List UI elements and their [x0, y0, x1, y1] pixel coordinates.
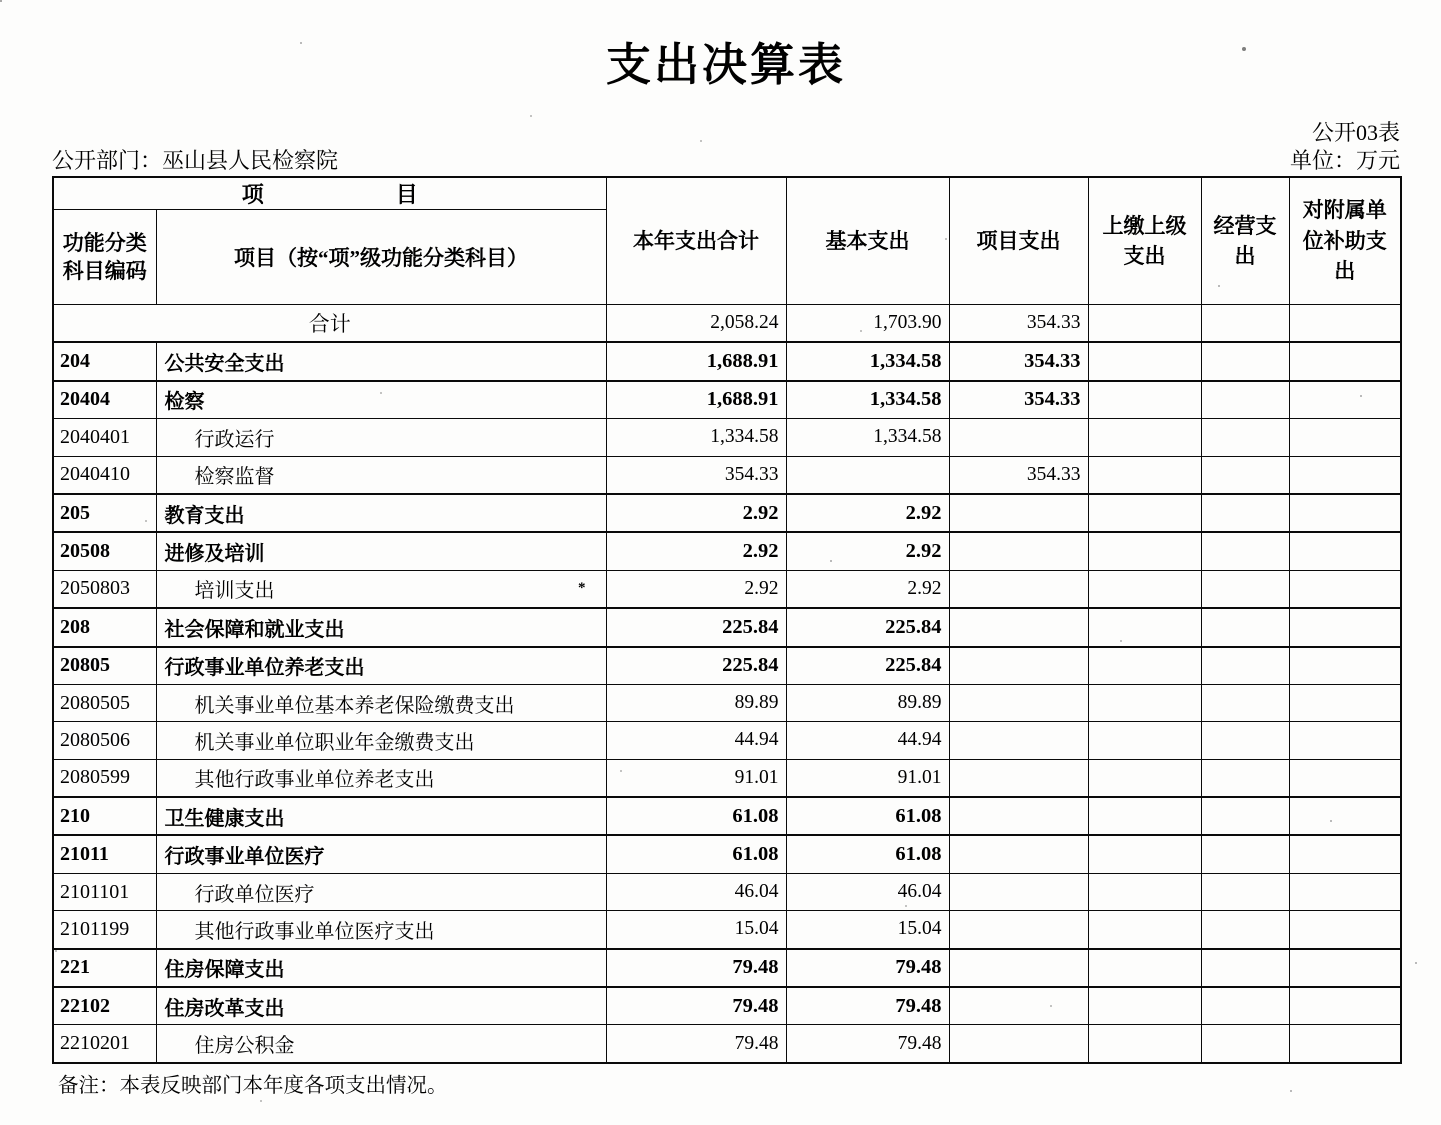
- subsidy-expenditure-cell: [1289, 342, 1401, 380]
- operating-expenditure-cell: [1201, 835, 1289, 873]
- basic-expenditure-cell: 1,334.58: [786, 419, 949, 456]
- upturned-expenditure-cell: [1088, 759, 1201, 797]
- project-expenditure-cell: [949, 835, 1088, 873]
- annual-total-cell: 46.04: [606, 873, 786, 910]
- annual-total-cell: 79.48: [606, 987, 786, 1025]
- upturned-expenditure-cell: [1088, 987, 1201, 1025]
- item-name: 其他行政事业单位医疗支出: [194, 920, 435, 943]
- basic-expenditure-cell: 1,334.58: [786, 381, 949, 419]
- department-label: 公开部门：巫山县人民检察院: [52, 148, 339, 173]
- code-cell: 2080599: [53, 759, 156, 797]
- annual-total-cell: 61.08: [606, 797, 786, 835]
- name-cell: [156, 342, 606, 380]
- item-name: 检察: [164, 391, 205, 414]
- subsidy-expenditure-cell: [1289, 419, 1401, 456]
- operating-expenditure-cell: [1201, 759, 1289, 797]
- annual-total-cell: 225.84: [606, 608, 786, 646]
- unit-label: 单位：万元: [1289, 148, 1400, 173]
- upturned-expenditure-cell: [1088, 570, 1201, 608]
- basic-expenditure-cell: [786, 456, 949, 494]
- project-expenditure-cell: [949, 911, 1088, 949]
- project-expenditure-cell: [949, 570, 1088, 608]
- item-name: 卫生健康支出: [164, 807, 285, 830]
- subsidy-expenditure-cell: [1289, 647, 1401, 685]
- annual-total-cell: 15.04: [606, 911, 786, 949]
- annual-total-cell: 91.01: [606, 759, 786, 797]
- code-cell: 2050803: [53, 570, 156, 608]
- basic-expenditure-cell: 91.01: [786, 759, 949, 797]
- item-name: 检察监督: [194, 466, 275, 489]
- item-name: 住房改革支出: [164, 997, 285, 1020]
- project-expenditure-cell: [949, 608, 1088, 646]
- header-project-expenditure: 项目支出: [949, 177, 1088, 305]
- project-expenditure-cell: 354.33: [949, 342, 1088, 380]
- item-name: 行政事业单位养老支出: [164, 657, 365, 680]
- subsidy-expenditure-cell: [1289, 1025, 1401, 1063]
- project-expenditure-cell: 354.33: [949, 305, 1088, 343]
- item-name: 机关事业单位基本养老保险缴费支出: [194, 694, 515, 717]
- code-cell: 2101199: [53, 911, 156, 949]
- subsidy-expenditure-cell: [1289, 381, 1401, 419]
- annual-total-cell: 2.92: [606, 532, 786, 570]
- operating-expenditure-cell: [1201, 456, 1289, 494]
- item-name: 合计: [308, 312, 351, 337]
- page-title: 支出决算表: [605, 40, 846, 90]
- operating-expenditure-cell: [1201, 532, 1289, 570]
- item-name: 住房保障支出: [164, 959, 285, 982]
- item-name: 培训支出: [194, 580, 275, 603]
- upturned-expenditure-cell: [1088, 305, 1201, 343]
- header-project-group: 项 目: [53, 177, 606, 210]
- upturned-expenditure-cell: [1088, 873, 1201, 910]
- subsidy-expenditure-cell: [1289, 722, 1401, 759]
- operating-expenditure-cell: [1201, 722, 1289, 759]
- annual-total-cell: 354.33: [606, 456, 786, 494]
- project-expenditure-cell: 354.33: [949, 381, 1088, 419]
- stray-asterisk-mark: *: [578, 580, 586, 597]
- name-cell: [156, 873, 606, 910]
- name-cell: [156, 570, 606, 608]
- name-cell: [156, 608, 606, 646]
- basic-expenditure-cell: 79.48: [786, 1025, 949, 1063]
- operating-expenditure-cell: [1201, 797, 1289, 835]
- project-expenditure-cell: [949, 722, 1088, 759]
- project-expenditure-cell: [949, 684, 1088, 721]
- name-cell: [156, 684, 606, 721]
- project-expenditure-cell: [949, 759, 1088, 797]
- table-row: [53, 835, 1401, 873]
- upturned-expenditure-cell: [1088, 419, 1201, 456]
- annual-total-cell: 2.92: [606, 494, 786, 532]
- subsidy-expenditure-cell: [1289, 684, 1401, 721]
- item-name: 行政事业单位医疗: [164, 846, 325, 869]
- subsidy-expenditure-cell: [1289, 570, 1401, 608]
- upturned-expenditure-cell: [1088, 342, 1201, 380]
- annual-total-cell: 1,334.58: [606, 419, 786, 456]
- operating-expenditure-cell: [1201, 949, 1289, 987]
- item-name: 住房公积金: [194, 1035, 295, 1058]
- code-cell: 2210201: [53, 1025, 156, 1063]
- subsidy-expenditure-cell: [1289, 608, 1401, 646]
- operating-expenditure-cell: [1201, 608, 1289, 646]
- item-name: 机关事业单位职业年金缴费支出: [194, 731, 475, 754]
- code-cell: 2101101: [53, 873, 156, 910]
- project-expenditure-cell: [949, 949, 1088, 987]
- operating-expenditure-cell: [1201, 419, 1289, 456]
- operating-expenditure-cell: [1201, 987, 1289, 1025]
- item-name: 进修及培训: [164, 543, 265, 566]
- basic-expenditure-cell: 2.92: [786, 532, 949, 570]
- upturned-expenditure-cell: [1088, 911, 1201, 949]
- subsidy-expenditure-cell: [1289, 532, 1401, 570]
- code-cell: 20508: [53, 532, 156, 570]
- subsidy-expenditure-cell: [1289, 835, 1401, 873]
- operating-expenditure-cell: [1201, 1025, 1289, 1063]
- name-cell: [156, 722, 606, 759]
- name-cell: [156, 494, 606, 532]
- name-cell: [156, 419, 606, 456]
- upturned-expenditure-cell: [1088, 1025, 1201, 1063]
- annual-total-cell: 79.48: [606, 949, 786, 987]
- annual-total-cell: 225.84: [606, 647, 786, 685]
- name-cell: [156, 759, 606, 797]
- subsidy-expenditure-cell: [1289, 911, 1401, 949]
- annual-total-cell: 2.92: [606, 570, 786, 608]
- table-row: [53, 949, 1401, 987]
- upturned-expenditure-cell: [1088, 647, 1201, 685]
- annual-total-cell: 79.48: [606, 1025, 786, 1063]
- code-cell: 205: [53, 494, 156, 532]
- table-row: [53, 647, 1401, 685]
- subsidy-expenditure-cell: [1289, 873, 1401, 910]
- name-cell: [156, 911, 606, 949]
- upturned-expenditure-cell: [1088, 797, 1201, 835]
- table-row: [53, 342, 1401, 380]
- project-expenditure-cell: [949, 987, 1088, 1025]
- upturned-expenditure-cell: [1088, 722, 1201, 759]
- operating-expenditure-cell: [1201, 342, 1289, 380]
- name-cell: [156, 647, 606, 685]
- project-expenditure-cell: [949, 647, 1088, 685]
- table-row: [53, 381, 1401, 419]
- table-row: [53, 987, 1401, 1025]
- upturned-expenditure-cell: [1088, 456, 1201, 494]
- name-cell: [156, 381, 606, 419]
- basic-expenditure-cell: 1,334.58: [786, 342, 949, 380]
- upturned-expenditure-cell: [1088, 608, 1201, 646]
- basic-expenditure-cell: 225.84: [786, 647, 949, 685]
- upturned-expenditure-cell: [1088, 949, 1201, 987]
- code-cell: 22102: [53, 987, 156, 1025]
- name-cell: [156, 949, 606, 987]
- upturned-expenditure-cell: [1088, 532, 1201, 570]
- basic-expenditure-cell: 79.48: [786, 987, 949, 1025]
- expenditure-table: [52, 176, 1402, 1064]
- sheet-number: 公开03表: [1311, 120, 1400, 145]
- table-row: [53, 873, 1401, 910]
- project-expenditure-cell: [949, 532, 1088, 570]
- name-cell: [156, 456, 606, 494]
- basic-expenditure-cell: 2.92: [786, 494, 949, 532]
- table-row: [53, 759, 1401, 797]
- basic-expenditure-cell: 89.89: [786, 684, 949, 721]
- item-name: 行政单位医疗: [194, 883, 315, 906]
- table-row: [53, 494, 1401, 532]
- project-expenditure-cell: [949, 797, 1088, 835]
- table-body: [53, 305, 1401, 1063]
- basic-expenditure-cell: 2.92: [786, 570, 949, 608]
- subsidy-expenditure-cell: [1289, 305, 1401, 343]
- code-cell: 210: [53, 797, 156, 835]
- upturned-expenditure-cell: [1088, 684, 1201, 721]
- header-operating-expenditure: 经营支出: [1201, 177, 1289, 305]
- annual-total-cell: 44.94: [606, 722, 786, 759]
- upturned-expenditure-cell: [1088, 835, 1201, 873]
- meta-row: [52, 144, 1400, 175]
- code-cell: 21011: [53, 835, 156, 873]
- code-cell: 20805: [53, 647, 156, 685]
- item-name: 教育支出: [164, 504, 245, 527]
- table-row: [53, 305, 1401, 343]
- annual-total-cell: 61.08: [606, 835, 786, 873]
- subsidy-expenditure-cell: [1289, 987, 1401, 1025]
- operating-expenditure-cell: [1201, 873, 1289, 910]
- code-cell: 2040401: [53, 419, 156, 456]
- subsidy-expenditure-cell: [1289, 949, 1401, 987]
- header-basic-expenditure: 基本支出: [786, 177, 949, 305]
- table-row: [53, 911, 1401, 949]
- table-row: [53, 532, 1401, 570]
- annual-total-cell: 1,688.91: [606, 381, 786, 419]
- code-cell: 221: [53, 949, 156, 987]
- name-cell: [156, 532, 606, 570]
- name-cell: [156, 987, 606, 1025]
- table-row: [53, 570, 1401, 608]
- project-expenditure-cell: 354.33: [949, 456, 1088, 494]
- header-item-name: 项目（按“项”级功能分类科目）: [156, 210, 606, 305]
- subsidy-expenditure-cell: [1289, 456, 1401, 494]
- basic-expenditure-cell: 61.08: [786, 797, 949, 835]
- subsidy-expenditure-cell: [1289, 759, 1401, 797]
- table-row: [53, 419, 1401, 456]
- basic-expenditure-cell: 79.48: [786, 949, 949, 987]
- name-cell: [156, 1025, 606, 1063]
- header-upturned-expenditure: 上缴上级支出: [1088, 177, 1201, 305]
- subsidy-expenditure-cell: [1289, 797, 1401, 835]
- header-subsidy-expenditure: 对附属单位补助支出: [1289, 177, 1401, 305]
- table-row: [53, 722, 1401, 759]
- code-cell: 2080505: [53, 684, 156, 721]
- upturned-expenditure-cell: [1088, 381, 1201, 419]
- project-expenditure-cell: [949, 1025, 1088, 1063]
- item-name: 公共安全支出: [164, 353, 285, 376]
- code-cell: 208: [53, 608, 156, 646]
- operating-expenditure-cell: [1201, 911, 1289, 949]
- basic-expenditure-cell: 15.04: [786, 911, 949, 949]
- subsidy-expenditure-cell: [1289, 494, 1401, 532]
- name-cell: [53, 305, 606, 343]
- operating-expenditure-cell: [1201, 647, 1289, 685]
- upturned-expenditure-cell: [1088, 494, 1201, 532]
- header-annual-total: 本年支出合计: [606, 177, 786, 305]
- annual-total-cell: 1,688.91: [606, 342, 786, 380]
- name-cell: [156, 797, 606, 835]
- operating-expenditure-cell: [1201, 494, 1289, 532]
- project-expenditure-cell: [949, 419, 1088, 456]
- operating-expenditure-cell: [1201, 684, 1289, 721]
- code-cell: 20404: [53, 381, 156, 419]
- project-expenditure-cell: [949, 494, 1088, 532]
- table-row: [53, 608, 1401, 646]
- table-row: [53, 684, 1401, 721]
- table-row: [53, 797, 1401, 835]
- basic-expenditure-cell: 225.84: [786, 608, 949, 646]
- header-function-code: 功能分类 科目编码: [53, 210, 156, 305]
- item-name: 其他行政事业单位养老支出: [194, 769, 435, 792]
- basic-expenditure-cell: 1,703.90: [786, 305, 949, 343]
- table-header: [53, 177, 1401, 305]
- operating-expenditure-cell: [1201, 305, 1289, 343]
- operating-expenditure-cell: [1201, 570, 1289, 608]
- operating-expenditure-cell: [1201, 381, 1289, 419]
- basic-expenditure-cell: 44.94: [786, 722, 949, 759]
- basic-expenditure-cell: 61.08: [786, 835, 949, 873]
- code-cell: 2080506: [53, 722, 156, 759]
- code-cell: 2040410: [53, 456, 156, 494]
- annual-total-cell: 2,058.24: [606, 305, 786, 343]
- project-expenditure-cell: [949, 873, 1088, 910]
- item-name: 社会保障和就业支出: [164, 618, 345, 641]
- annual-total-cell: 89.89: [606, 684, 786, 721]
- table-row: [53, 456, 1401, 494]
- item-name: 行政运行: [194, 428, 275, 451]
- footnote: 备注：本表反映部门本年度各项支出情况。: [58, 1075, 448, 1097]
- basic-expenditure-cell: 46.04: [786, 873, 949, 910]
- name-cell: [156, 835, 606, 873]
- table-row: [53, 1025, 1401, 1063]
- scan-noise: [0, 0, 2, 2]
- code-cell: 204: [53, 342, 156, 380]
